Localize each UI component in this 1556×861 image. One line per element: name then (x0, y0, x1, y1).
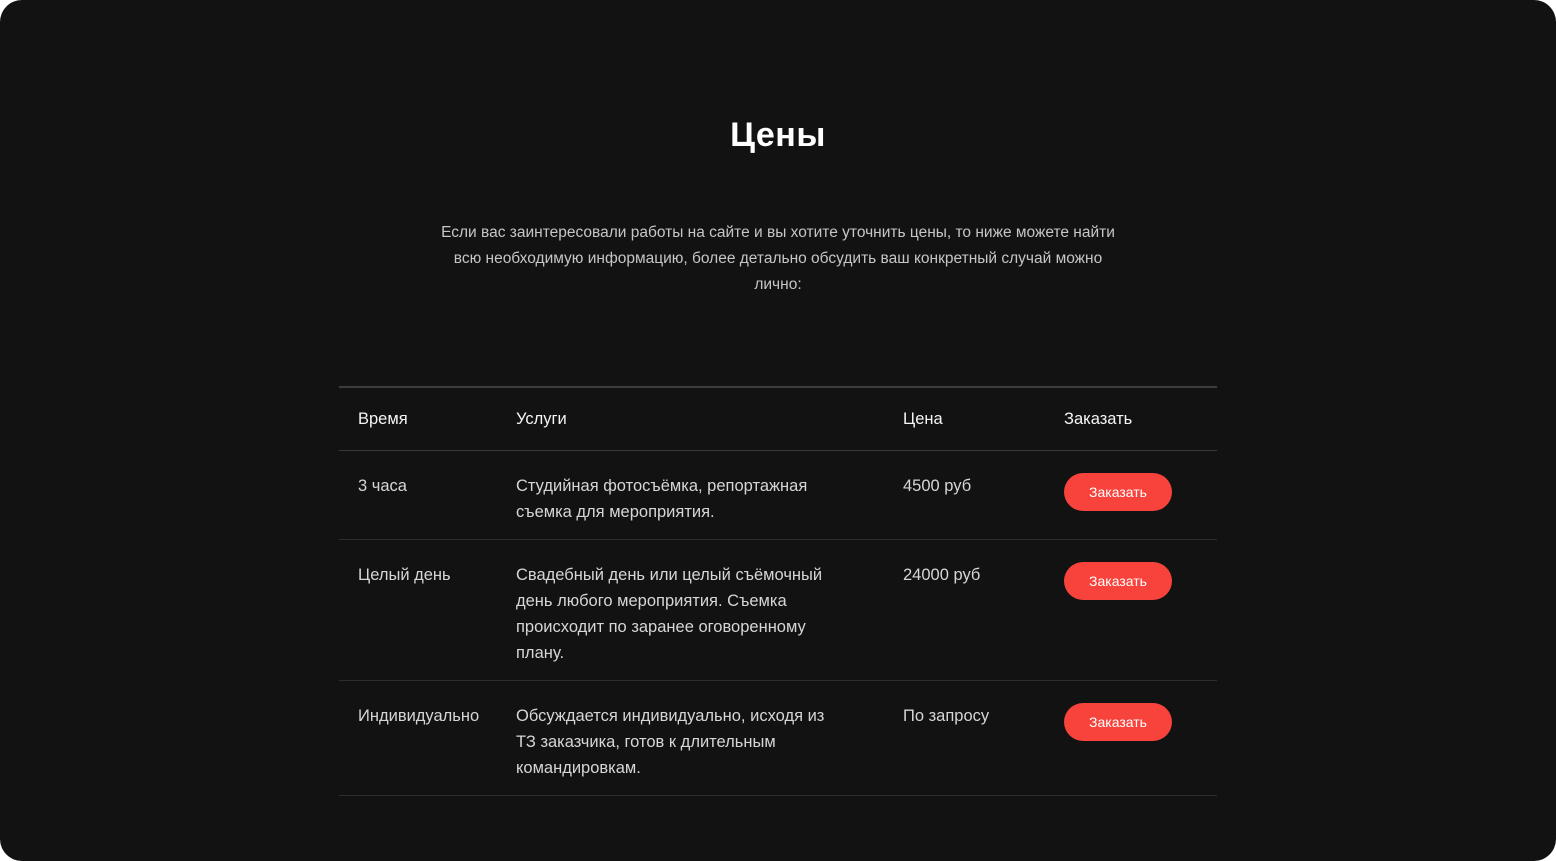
table-row (339, 681, 1217, 796)
row-price: 24000 руб (903, 566, 981, 584)
column-header-order: Заказать (1064, 410, 1133, 428)
table-header-row (339, 388, 1217, 451)
order-button[interactable]: Заказать (1064, 562, 1172, 600)
row-service-description: Студийная фотосъёмка, репортажная съемка для мероприятия. (516, 477, 808, 521)
column-header-time: Время (358, 410, 408, 428)
row-time: Целый день (358, 566, 451, 584)
row-price: 4500 руб (903, 477, 972, 495)
intro-text: Если вас заинтересовали работы на сайте и вы хотите уточнить цены, то ниже можете найти всю необходимую информацию, более детально обсудить ваш конкретный случай можно лично: (441, 224, 1115, 293)
row-time: Индивидуально (358, 707, 480, 725)
row-service-description: Свадебный день или целый съёмочный день любого мероприятия. Съемка происходит по заранее оговоренному плану. (516, 566, 823, 662)
order-button[interactable]: Заказать (1064, 473, 1172, 511)
row-service-description: Обсуждается индивидуально, исходя из ТЗ заказчика, готов к длительным командировкам. (516, 707, 825, 777)
table-row (339, 451, 1217, 540)
row-time: 3 часа (358, 477, 407, 495)
row-price: По запросу (903, 707, 990, 725)
column-header-price: Цена (903, 410, 943, 428)
pricing-table (339, 386, 1217, 796)
column-header-services: Услуги (516, 410, 567, 428)
page-title: Цены (730, 116, 826, 154)
table-row (339, 540, 1217, 681)
order-button[interactable]: Заказать (1064, 703, 1172, 741)
